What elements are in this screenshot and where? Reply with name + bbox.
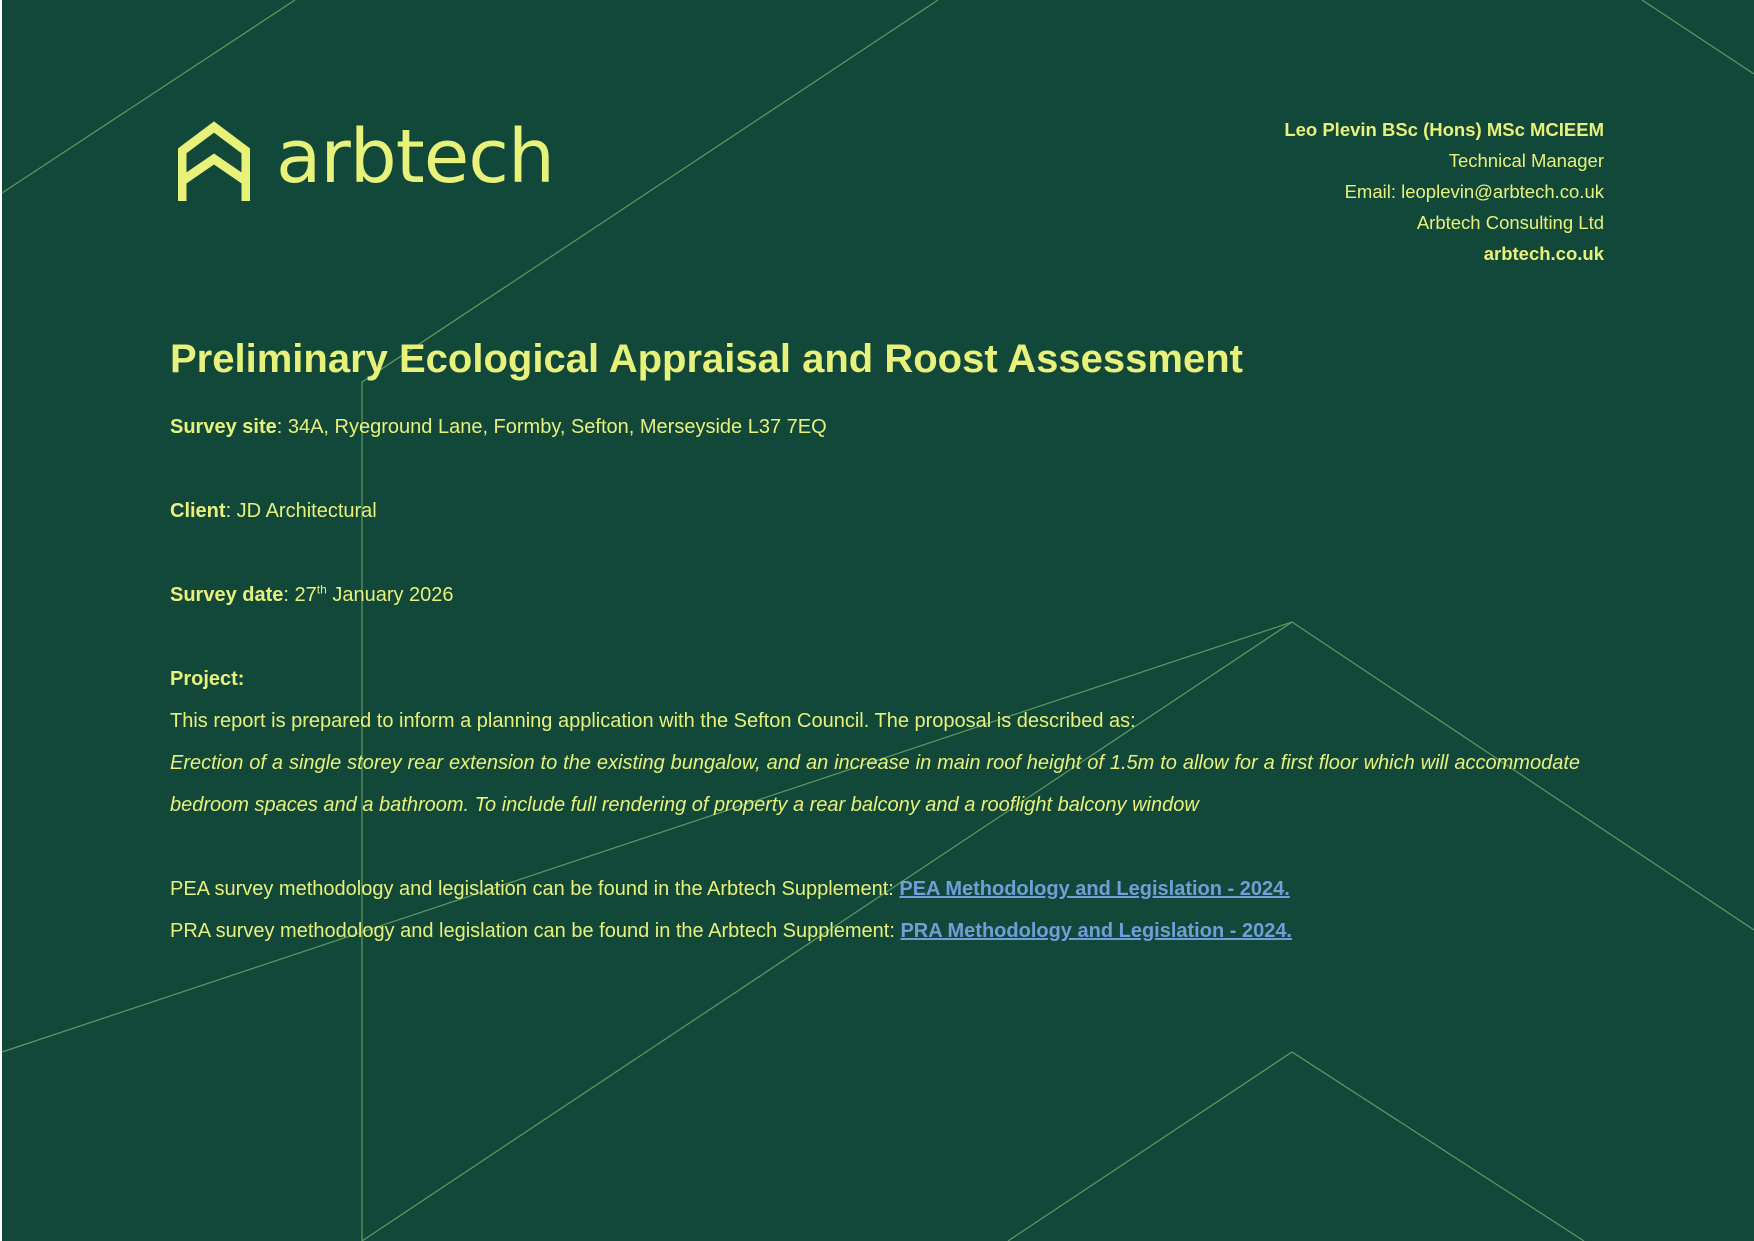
project-label: Project: bbox=[170, 668, 245, 690]
contact-website[interactable]: arbtech.co.uk bbox=[1483, 243, 1604, 264]
pra-methodology-text: PRA survey methodology and legislation can be found in the Arbtech Supplement: bbox=[170, 920, 901, 942]
project-intro: This report is prepared to inform a planning application with the Sefton Council. The proposal is described as: bbox=[170, 710, 1136, 732]
client-value: : JD Architectural bbox=[225, 500, 377, 522]
survey-site-line bbox=[170, 413, 827, 441]
survey-site-label: Survey site bbox=[170, 416, 277, 438]
survey-date-label: Survey date bbox=[170, 584, 284, 606]
survey-date-month-year: January 2026 bbox=[326, 584, 454, 606]
pea-methodology-link[interactable]: PEA Methodology and Legislation - 2024. bbox=[899, 878, 1290, 900]
client-line bbox=[170, 497, 377, 525]
pea-methodology-line bbox=[170, 875, 1290, 903]
survey-date-day: : 27 bbox=[283, 584, 317, 606]
survey-date-ordinal: th bbox=[316, 582, 327, 597]
pea-methodology-text: PEA survey methodology and legislation can be found in the Arbtech Supplement: bbox=[170, 878, 900, 900]
survey-site-value: : 34A, Ryeground Lane, Formby, Sefton, Merseyside L37 7EQ bbox=[276, 416, 827, 438]
contact-role: Technical Manager bbox=[1448, 150, 1604, 171]
client-label: Client bbox=[170, 500, 226, 522]
report-title: Preliminary Ecological Appraisal and Roost Assessment bbox=[170, 337, 1243, 381]
project-label-line bbox=[170, 665, 244, 693]
project-description: Erection of a single storey rear extension to the existing bungalow, and an increase in main roof height of 1.5m to allow for a first floor which will accommodate bedroom spaces and a bathroom. To include full rendering of property a rear balcony and a rooflight balcony window bbox=[170, 752, 1580, 816]
contact-name: Leo Plevin BSc (Hons) MSc MCIEEM bbox=[1284, 119, 1604, 140]
survey-date-line bbox=[170, 581, 454, 609]
pra-methodology-link[interactable]: PRA Methodology and Legislation - 2024. bbox=[900, 920, 1292, 942]
arbtech-logo bbox=[178, 116, 554, 202]
arbtech-wordmark: arbtech bbox=[276, 114, 554, 200]
contact-email[interactable]: Email: leoplevin@arbtech.co.uk bbox=[1344, 181, 1604, 202]
pra-methodology-line bbox=[170, 917, 1292, 945]
contact-company: Arbtech Consulting Ltd bbox=[1416, 212, 1604, 233]
contact-block bbox=[1284, 118, 1604, 273]
arbtech-chevron-house-icon bbox=[178, 117, 250, 201]
